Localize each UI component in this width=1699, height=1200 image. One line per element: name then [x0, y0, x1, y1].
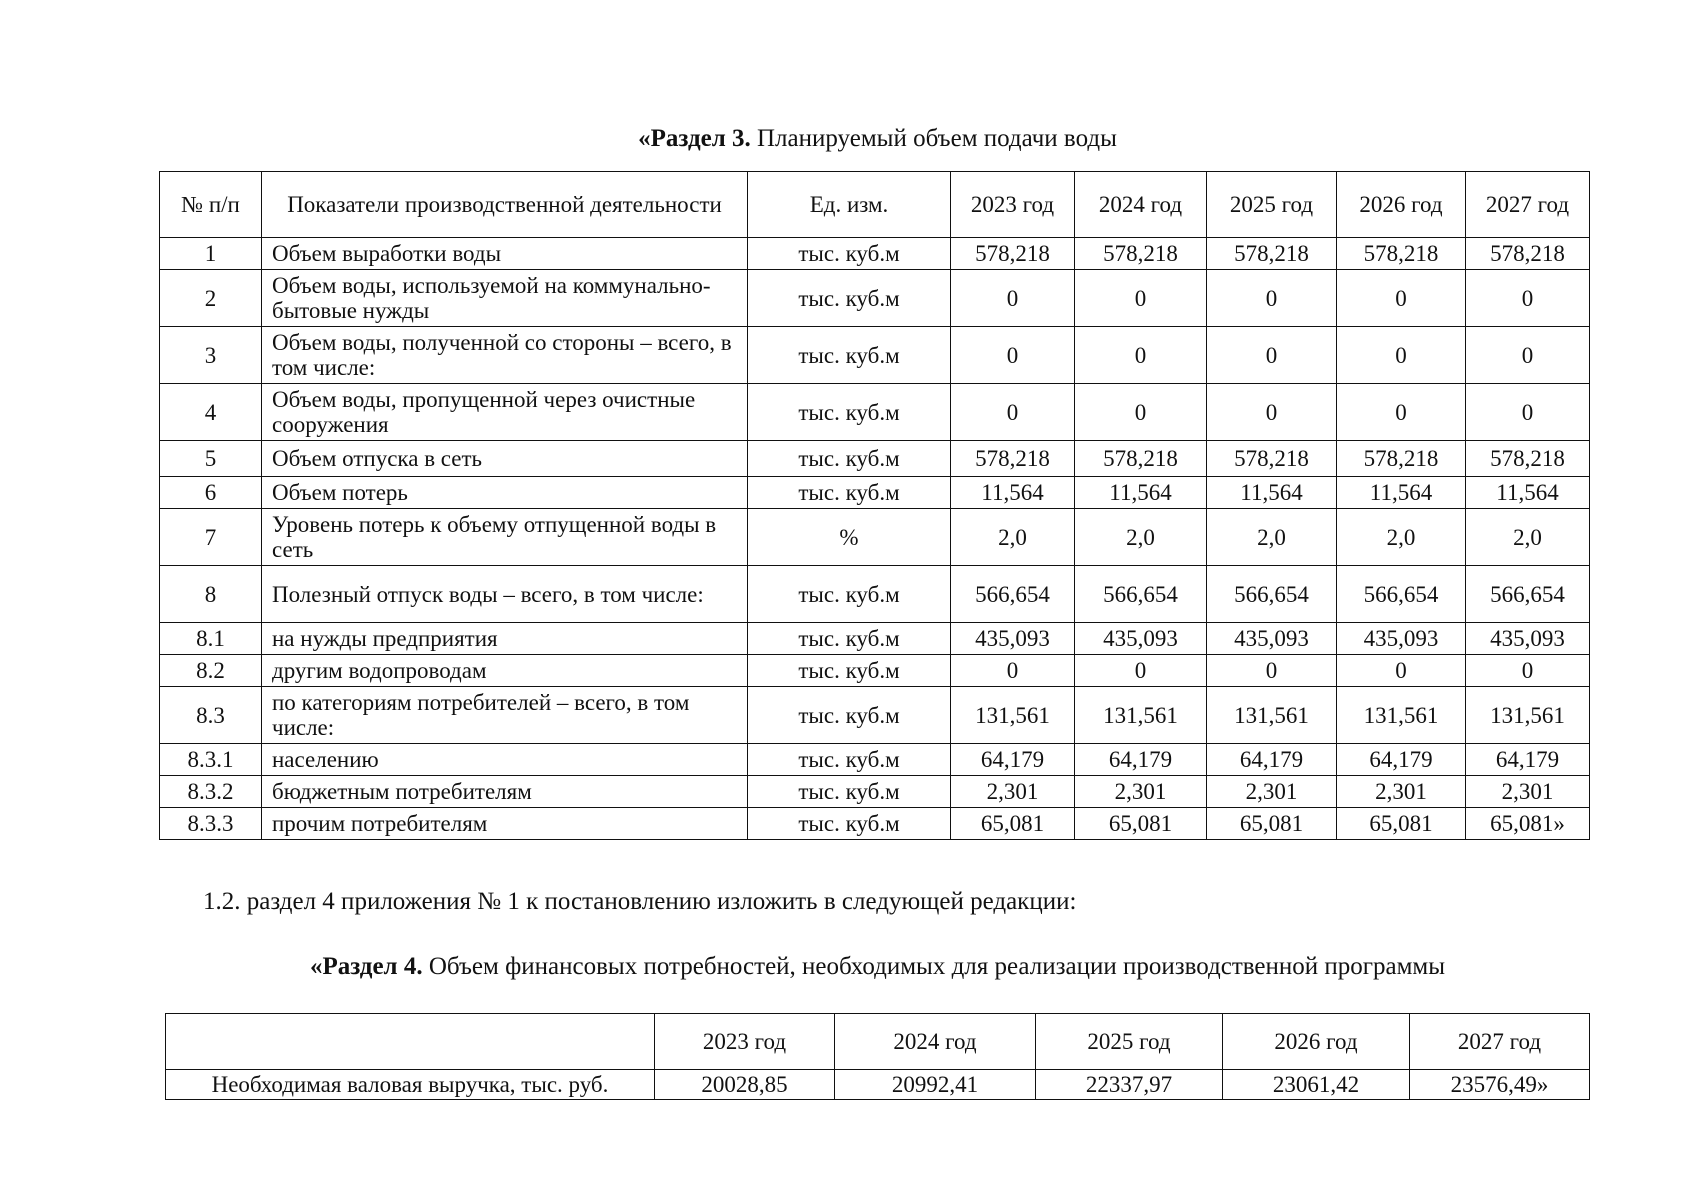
indicator-name: Объем воды, полученной со стороны – всего, в том числе:: [262, 327, 748, 384]
year-value: 566,654: [951, 566, 1075, 623]
year-value: 2,0: [1207, 509, 1337, 566]
year-value: 0: [1207, 327, 1337, 384]
year-value: 23576,49»: [1410, 1070, 1590, 1100]
column-header: 2024 год: [1075, 172, 1207, 238]
year-value: 0: [1207, 384, 1337, 441]
unit: тыс. куб.м: [748, 808, 951, 840]
year-value: 566,654: [1075, 566, 1207, 623]
year-value: 20992,41: [835, 1070, 1036, 1100]
unit: тыс. куб.м: [748, 270, 951, 327]
year-value: 435,093: [951, 623, 1075, 655]
table-row: [160, 270, 1590, 327]
year-value: 0: [1466, 384, 1590, 441]
year-value: 0: [1466, 270, 1590, 327]
unit: тыс. куб.м: [748, 623, 951, 655]
year-value: 2,301: [1207, 776, 1337, 808]
table-row: [160, 509, 1590, 566]
financial-needs-table: [165, 1013, 1590, 1100]
row-number: 8.3: [160, 687, 262, 744]
indicator-name: прочим потребителям: [262, 808, 748, 840]
row-number: 3: [160, 327, 262, 384]
column-header: [166, 1014, 655, 1070]
year-value: 0: [1207, 655, 1337, 687]
year-value: 22337,97: [1036, 1070, 1223, 1100]
year-value: 2,301: [1466, 776, 1590, 808]
year-value: 578,218: [1337, 441, 1466, 477]
year-value: 566,654: [1207, 566, 1337, 623]
year-value: 0: [1075, 327, 1207, 384]
year-value: 2,0: [1075, 509, 1207, 566]
unit: тыс. куб.м: [748, 744, 951, 776]
year-value: 11,564: [1075, 477, 1207, 509]
year-value: 64,179: [1337, 744, 1466, 776]
indicator-name: Объем выработки воды: [262, 238, 748, 270]
year-value: 131,561: [1207, 687, 1337, 744]
indicator-name: Объем воды, пропущенной через очистные сооружения: [262, 384, 748, 441]
table-row: [160, 808, 1590, 840]
indicator-name: Уровень потерь к объему отпущенной воды в сеть: [262, 509, 748, 566]
year-value: 11,564: [1466, 477, 1590, 509]
row-number: 8.2: [160, 655, 262, 687]
column-header: 2025 год: [1036, 1014, 1223, 1070]
table-row: [160, 384, 1590, 441]
unit: тыс. куб.м: [748, 238, 951, 270]
year-value: 0: [951, 270, 1075, 327]
year-value: 131,561: [1075, 687, 1207, 744]
year-value: 578,218: [1207, 238, 1337, 270]
column-header: 2027 год: [1410, 1014, 1590, 1070]
year-value: 435,093: [1075, 623, 1207, 655]
year-value: 0: [951, 384, 1075, 441]
year-value: 0: [1075, 384, 1207, 441]
year-value: 435,093: [1466, 623, 1590, 655]
indicator-name: Необходимая валовая выручка, тыс. руб.: [166, 1070, 655, 1100]
indicator-name: бюджетным потребителям: [262, 776, 748, 808]
year-value: 64,179: [951, 744, 1075, 776]
year-value: 578,218: [1207, 441, 1337, 477]
section-4-title: [28, 952, 1699, 982]
year-value: 578,218: [951, 238, 1075, 270]
table-row: [160, 441, 1590, 477]
year-value: 0: [1466, 327, 1590, 384]
year-value: 0: [1337, 384, 1466, 441]
year-value: 2,301: [951, 776, 1075, 808]
year-value: 435,093: [1337, 623, 1466, 655]
table-header-row: [160, 172, 1590, 238]
year-value: 0: [1075, 655, 1207, 687]
year-value: 65,081: [1337, 808, 1466, 840]
row-number: 8.3.3: [160, 808, 262, 840]
section-3-title-bold: «Раздел 3.: [638, 125, 751, 152]
row-number: 6: [160, 477, 262, 509]
column-header: 2024 год: [835, 1014, 1036, 1070]
year-value: 0: [951, 655, 1075, 687]
year-value: 64,179: [1207, 744, 1337, 776]
year-value: 2,0: [1337, 509, 1466, 566]
row-number: 8: [160, 566, 262, 623]
year-value: 64,179: [1466, 744, 1590, 776]
year-value: 578,218: [1075, 238, 1207, 270]
indicator-name: другим водопроводам: [262, 655, 748, 687]
indicator-name: Объем воды, используемой на коммунально-бытовые нужды: [262, 270, 748, 327]
year-value: 65,081: [951, 808, 1075, 840]
water-supply-table: [159, 171, 1590, 840]
indicator-name: Объем потерь: [262, 477, 748, 509]
indicator-name: Объем отпуска в сеть: [262, 441, 748, 477]
table-row: [160, 477, 1590, 509]
table-row: [160, 655, 1590, 687]
table-row: [160, 327, 1590, 384]
column-header: 2026 год: [1337, 172, 1466, 238]
year-value: 578,218: [1337, 238, 1466, 270]
row-number: 2: [160, 270, 262, 327]
year-value: 566,654: [1337, 566, 1466, 623]
year-value: 0: [1075, 270, 1207, 327]
column-header: № п/п: [160, 172, 262, 238]
table-row: [160, 744, 1590, 776]
year-value: 131,561: [1466, 687, 1590, 744]
year-value: 64,179: [1075, 744, 1207, 776]
year-value: 131,561: [1337, 687, 1466, 744]
column-header: 2026 год: [1223, 1014, 1410, 1070]
year-value: 20028,85: [655, 1070, 835, 1100]
table-row: [166, 1070, 1590, 1100]
year-value: 578,218: [1466, 441, 1590, 477]
year-value: 2,301: [1337, 776, 1466, 808]
table-row: [160, 776, 1590, 808]
row-number: 8.3.1: [160, 744, 262, 776]
year-value: 578,218: [951, 441, 1075, 477]
row-number: 1: [160, 238, 262, 270]
table-row: [160, 623, 1590, 655]
year-value: 0: [1337, 270, 1466, 327]
indicator-name: на нужды предприятия: [262, 623, 748, 655]
unit: тыс. куб.м: [748, 327, 951, 384]
indicator-name: Полезный отпуск воды – всего, в том числе:: [262, 566, 748, 623]
table-header-row: [166, 1014, 1590, 1070]
unit: тыс. куб.м: [748, 776, 951, 808]
section-3-title-text: Планируемый объем подачи воды: [750, 125, 1117, 152]
paragraph-1-2: 1.2. раздел 4 приложения № 1 к постановлению изложить в следующей редакции:: [203, 888, 1077, 915]
year-value: 2,301: [1075, 776, 1207, 808]
unit: %: [748, 509, 951, 566]
column-header: Показатели производственной деятельности: [262, 172, 748, 238]
year-value: 23061,42: [1223, 1070, 1410, 1100]
row-number: 4: [160, 384, 262, 441]
column-header: 2027 год: [1466, 172, 1590, 238]
year-value: 65,081: [1075, 808, 1207, 840]
column-header: 2023 год: [951, 172, 1075, 238]
year-value: 11,564: [951, 477, 1075, 509]
row-number: 8.1: [160, 623, 262, 655]
unit: тыс. куб.м: [748, 384, 951, 441]
year-value: 435,093: [1207, 623, 1337, 655]
year-value: 11,564: [1337, 477, 1466, 509]
year-value: 65,081»: [1466, 808, 1590, 840]
year-value: 0: [1337, 655, 1466, 687]
year-value: 131,561: [951, 687, 1075, 744]
unit: тыс. куб.м: [748, 655, 951, 687]
year-value: 566,654: [1466, 566, 1590, 623]
unit: тыс. куб.м: [748, 687, 951, 744]
indicator-name: по категориям потребителей – всего, в том числе:: [262, 687, 748, 744]
year-value: 578,218: [1466, 238, 1590, 270]
unit: тыс. куб.м: [748, 441, 951, 477]
year-value: 2,0: [1466, 509, 1590, 566]
row-number: 8.3.2: [160, 776, 262, 808]
year-value: 65,081: [1207, 808, 1337, 840]
year-value: 2,0: [951, 509, 1075, 566]
column-header: 2023 год: [655, 1014, 835, 1070]
section-4-title-bold: «Раздел 4.: [309, 953, 423, 980]
table-row: [160, 566, 1590, 623]
column-header: Ед. изм.: [748, 172, 951, 238]
year-value: 578,218: [1075, 441, 1207, 477]
year-value: 0: [1207, 270, 1337, 327]
year-value: 0: [951, 327, 1075, 384]
unit: тыс. куб.м: [748, 477, 951, 509]
year-value: 0: [1337, 327, 1466, 384]
year-value: 11,564: [1207, 477, 1337, 509]
indicator-name: населению: [262, 744, 748, 776]
section-3-title: [28, 124, 1699, 154]
unit: тыс. куб.м: [748, 566, 951, 623]
section-4-title-text: Объем финансовых потребностей, необходимых для реализации производственной программы: [422, 953, 1446, 980]
table-row: [160, 238, 1590, 270]
year-value: 0: [1466, 655, 1590, 687]
table-row: [160, 687, 1590, 744]
row-number: 7: [160, 509, 262, 566]
row-number: 5: [160, 441, 262, 477]
column-header: 2025 год: [1207, 172, 1337, 238]
